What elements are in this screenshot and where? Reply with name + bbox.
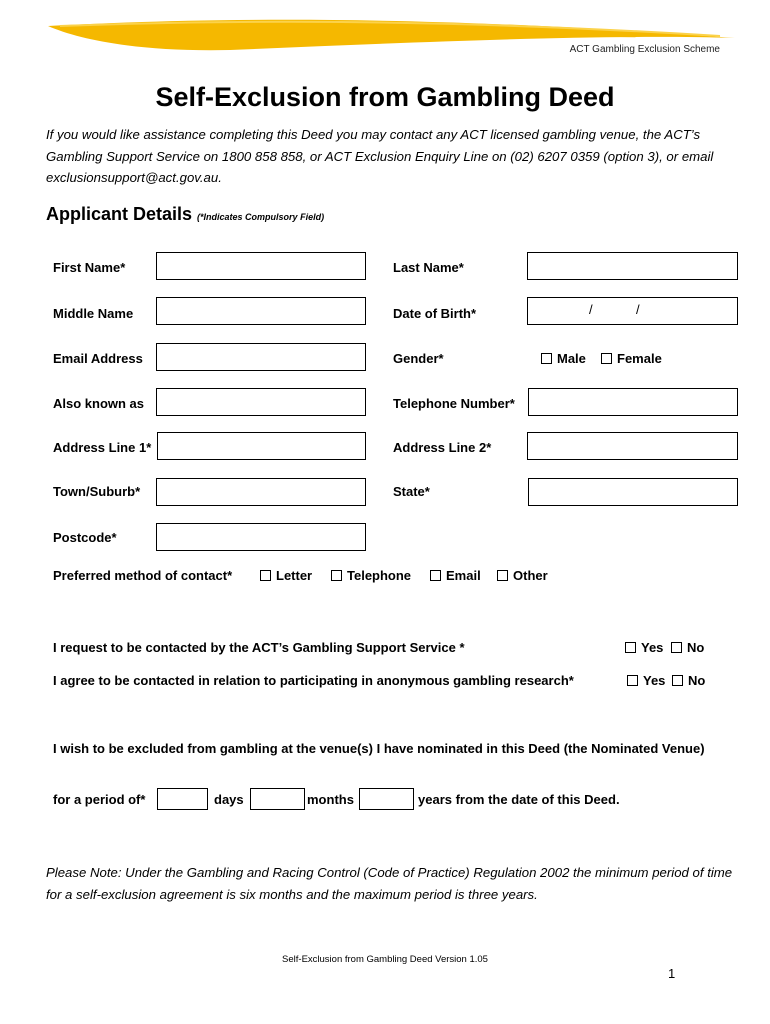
checkbox-icon[interactable]: [671, 642, 682, 653]
contact-telephone-option[interactable]: [331, 568, 411, 583]
address-line-2-label: Address Line 2*: [393, 440, 492, 455]
checkbox-icon[interactable]: [260, 570, 271, 581]
support-yes-option[interactable]: [625, 640, 663, 655]
state-label: State*: [393, 484, 430, 499]
first-name-label: First Name*: [53, 260, 126, 275]
support-no-option[interactable]: [671, 640, 704, 655]
aka-field[interactable]: [156, 388, 366, 416]
research-question: I agree to be contacted in relation to participating in anonymous gambling research*: [53, 673, 574, 688]
gender-male-option[interactable]: [541, 351, 586, 366]
research-yes-option[interactable]: [627, 673, 665, 688]
address-line-1-label: Address Line 1*: [53, 440, 152, 455]
months-field[interactable]: [250, 788, 305, 810]
years-label: years from the date of this Deed.: [418, 792, 620, 807]
dob-field[interactable]: [527, 297, 738, 325]
last-name-label: Last Name*: [393, 260, 464, 275]
middle-name-label: Middle Name: [53, 306, 134, 321]
gender-female-label: Female: [617, 351, 662, 366]
town-label: Town/Suburb*: [53, 484, 141, 499]
dob-label: Date of Birth*: [393, 306, 477, 321]
research-no-option[interactable]: [672, 673, 705, 688]
period-label: for a period of*: [53, 792, 146, 807]
research-yes-label: Yes: [643, 673, 666, 688]
address-line-1-field[interactable]: [157, 432, 366, 460]
intro-text: If you would like assistance completing this Deed you may contact any ACT licensed gambling venue, the ACT’s Gambling Support Service on 1800 858 858, or ACT Exclusion Enquiry Line on (02) 6207 0359 (option 3), or email exclusionsupport@act.gov.au.: [46, 127, 714, 185]
section-title: [46, 204, 324, 225]
checkbox-icon[interactable]: [497, 570, 508, 581]
footer-version: Self-Exclusion from Gambling Deed Version 1.05: [282, 954, 488, 965]
days-field[interactable]: [157, 788, 208, 810]
research-no-label: No: [688, 673, 706, 688]
middle-name-field[interactable]: [156, 297, 366, 325]
dob-separator-2: /: [636, 302, 640, 317]
town-field[interactable]: [156, 478, 366, 506]
exclusion-statement: I wish to be excluded from gambling at the venue(s) I have nominated in this Deed (the Nominated Venue): [53, 741, 705, 756]
section-title-text: Applicant Details: [46, 204, 193, 224]
last-name-field[interactable]: [527, 252, 738, 280]
checkbox-icon[interactable]: [331, 570, 342, 581]
telephone-field[interactable]: [528, 388, 738, 416]
gender-female-option[interactable]: [601, 351, 662, 366]
address-line-2-field[interactable]: [527, 432, 738, 460]
page-title: Self-Exclusion from Gambling Deed: [155, 82, 615, 112]
compulsory-note: (*Indicates Compulsory Field): [197, 212, 325, 222]
email-label: Email Address: [53, 351, 143, 366]
state-field[interactable]: [528, 478, 738, 506]
checkbox-icon[interactable]: [430, 570, 441, 581]
header-swoosh-graphic: [0, 0, 770, 70]
months-label: months: [307, 792, 354, 807]
checkbox-icon[interactable]: [672, 675, 683, 686]
contact-other-label: Other: [513, 568, 548, 583]
postcode-field[interactable]: [156, 523, 366, 551]
dob-separator-1: /: [589, 302, 593, 317]
gender-male-label: Male: [557, 351, 586, 366]
contact-method-label: Preferred method of contact*: [53, 568, 233, 583]
email-field[interactable]: [156, 343, 366, 371]
checkbox-icon[interactable]: [541, 353, 552, 364]
page-number: 1: [668, 966, 676, 981]
contact-other-option[interactable]: [497, 568, 548, 583]
contact-email-label: Email: [446, 568, 481, 583]
postcode-label: Postcode*: [53, 530, 117, 545]
contact-telephone-label: Telephone: [347, 568, 412, 583]
checkbox-icon[interactable]: [625, 642, 636, 653]
checkbox-icon[interactable]: [601, 353, 612, 364]
checkbox-icon[interactable]: [627, 675, 638, 686]
first-name-field[interactable]: [156, 252, 366, 280]
gender-label: Gender*: [393, 351, 444, 366]
support-no-label: No: [687, 640, 705, 655]
aka-label: Also known as: [53, 396, 145, 411]
contact-letter-label: Letter: [276, 568, 313, 583]
years-field[interactable]: [359, 788, 414, 810]
scheme-name: ACT Gambling Exclusion Scheme: [569, 44, 720, 55]
please-note: Please Note: Under the Gambling and Racing Control (Code of Practice) Regulation 2002 the minimum period of time for a self-exclusion agreement is six months and the maximum period is three years.: [46, 865, 733, 902]
contact-email-option[interactable]: [430, 568, 481, 583]
support-yes-label: Yes: [641, 640, 664, 655]
telephone-label: Telephone Number*: [393, 396, 515, 411]
days-label: days: [214, 792, 244, 807]
contact-letter-option[interactable]: [260, 568, 312, 583]
support-service-question: I request to be contacted by the ACT’s Gambling Support Service *: [53, 640, 465, 655]
